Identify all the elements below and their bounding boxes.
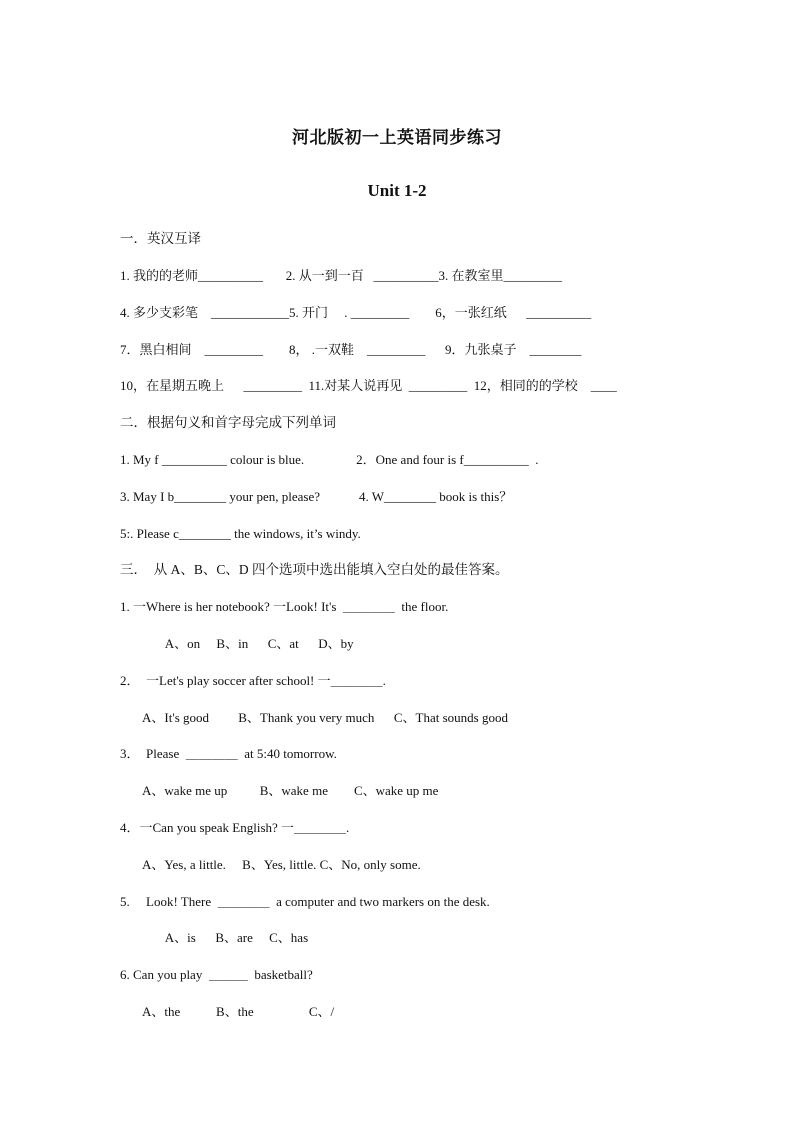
section2-line: 5:. Please c________ the windows, it’s windy. [120,526,361,541]
question-1: 1. 一Where is her notebook? 一Look! It's ＿＿＿＿ the floor. [120,599,449,614]
question-1-options: A、on B、in C、at D、by [120,636,354,651]
section1-line: 10，在星期五晚上 _________ 11.对某人说再见 _________ 12，相同的的学校 ____ [120,378,617,393]
section2-line: 1. My f __________ colour is blue. 2．One and four is f__________ . [120,452,539,467]
section1-line: 4. 多少支彩笔 ____________5. 开门 . _________ 6，一张红纸 __________ [120,305,592,320]
section3-heading: 三． 从 A、B、C、D 四个选项中选出能填入空白处的最佳答案。 [120,562,509,577]
question-3: 3． Please ＿＿＿＿ at 5:40 tomorrow. [120,746,337,761]
section2-heading: 二．根据句义和首字母完成下列单词 [120,415,336,430]
section1-line: 1. 我的的老师__________ 2. 从一到一百 __________3. 在教室里_________ [120,268,563,283]
question-4: 4．一Can you speak English? 一＿＿＿＿. [120,820,350,835]
question-2-options: A、It's good B、Thank you very much C、That sounds good [120,710,508,725]
question-6: 6. Can you play ＿＿＿ basketball? [120,967,313,982]
question-5: 5. Look! There ＿＿＿＿ a computer and two markers on the desk. [120,894,490,909]
question-5-options: A、is B、are C、has [120,930,309,945]
question-3-options: A、wake me up B、wake me C、wake up me [120,783,439,798]
question-4-options: A、Yes, a little. B、Yes, little. C、No, only some. [120,857,421,872]
section2-line: 3. May I b________ your pen, please? 4. W________ book is this？ [120,489,513,504]
section1-line: 7．黑白相间 _________ 8， .一双鞋 _________ 9．九张桌子 ________ [120,342,582,357]
unit-subtitle: Unit 1-2 [367,181,427,200]
section1-heading: 一．英汉互译 [120,231,201,246]
page-title: 河北版初一上英语同步练习 [292,128,502,147]
question-6-options: A、the B、the C、/ [120,1004,335,1019]
question-2: 2． 一Let's play soccer after school! 一＿＿＿＿. [120,673,386,688]
